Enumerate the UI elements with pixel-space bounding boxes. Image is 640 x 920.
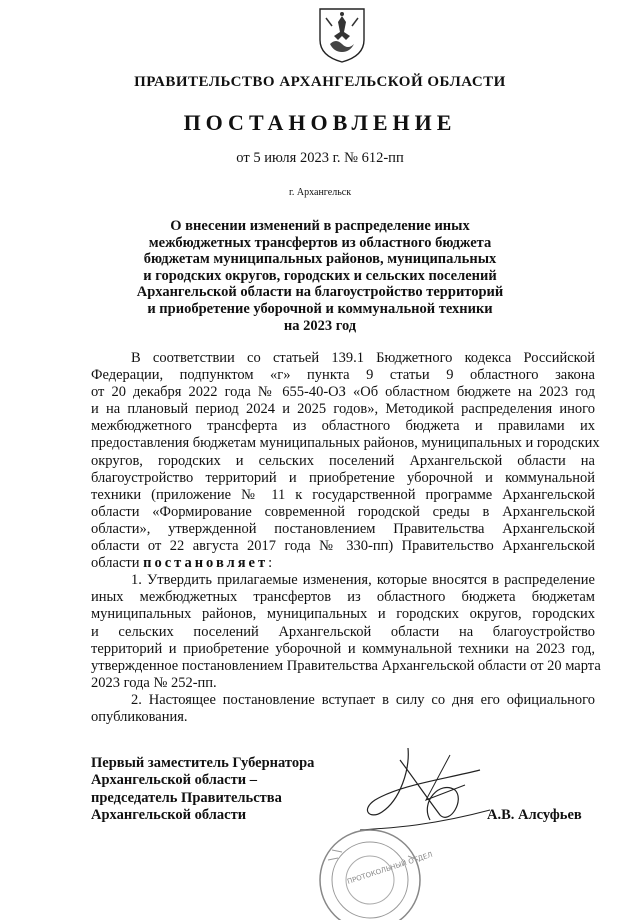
body-line: области «Формирование современной городской среды в Архангельской (91, 503, 595, 520)
body-line: и на плановый период 2024 и 2025 годов», Методикой распределения иного (91, 401, 595, 418)
resolution-keyword: постановляет (143, 555, 269, 572)
document-title (0, 218, 640, 334)
coat-of-arms-icon (316, 6, 368, 64)
item-2-line: 2. Настоящее постановление вступает в силу со дня его официального (131, 691, 595, 708)
body-line: области от 22 августа 2017 года № 330-пп) Правительство Архангельской (91, 538, 595, 555)
title-line: и приобретение уборочной и коммунальной техники (147, 300, 493, 317)
body-line: В соответствии со статьей 139.1 Бюджетного кодекса Российской (131, 350, 595, 366)
body-line: благоустройство территорий и приобретение уборочной и коммунальной (91, 469, 595, 486)
document-type: ПОСТАНОВЛЕНИЕ (183, 110, 457, 135)
body-line: : (268, 555, 273, 572)
title-line: О внесении изменений в распределение иных (170, 218, 470, 234)
item-1-line: и сельских поселений Архангельской области на благоустройство (91, 623, 595, 640)
title-line: бюджетам муниципальных районов, муниципальных (143, 251, 497, 268)
title-line: на 2023 год (283, 317, 357, 334)
signatory-name: А.В. Алсуфьев (487, 807, 582, 823)
stamp-line: ПРОТОКОЛЬНЫЙ ОТДЕЛ (346, 850, 434, 886)
body-line: межбюджетного трансферта из областного бюджета и правилами их (91, 418, 595, 435)
signatory-position (91, 755, 314, 825)
body-line: области», утвержденной постановлением Правительства Архангельской (91, 520, 595, 537)
organization-name: ПРАВИТЕЛЬСТВО АРХАНГЕЛЬСКОЙ ОБЛАСТИ (134, 74, 506, 90)
signatory-position-line: Первый заместитель Губернатора (91, 755, 315, 771)
signatory-position-line: председатель Правительства (91, 789, 282, 806)
body-line: области (91, 555, 140, 572)
item-1-line: территорий и приобретение уборочной и коммунальной техники на 2023 год, (91, 640, 595, 657)
body-line: от 20 декабря 2022 года № 655-40-ОЗ «Об областном бюджете на 2023 год (91, 384, 595, 401)
item-1-line: 1. Утвердить прилагаемые изменения, которые вносятся в распределение (131, 572, 595, 589)
item-1-line: муниципальных районов, муниципальных и городских округов, городских (91, 606, 595, 623)
title-line: межбюджетных трансфертов из областного бюджета (148, 234, 492, 251)
body-line: техники (приложение № 11 к государственной программе Архангельской (91, 486, 595, 503)
signatory-position-line: Архангельской области (91, 807, 247, 824)
document-place: г. Архангельск (288, 187, 352, 198)
title-line: Архангельской области на благоустройство территорий (136, 284, 504, 301)
body-line: Федерации, подпунктом «г» пункта 9 статьи 9 областного закона (91, 367, 595, 384)
item-1-line: утвержденное постановлением Правительства Архангельской области от 20 марта (91, 657, 601, 674)
title-line: и городских округов, городских и сельских поселений (143, 267, 497, 284)
office-stamp-icon (308, 820, 438, 920)
resolution-line (91, 555, 595, 572)
item-1-line: 2023 года № 252-пп. (91, 674, 217, 691)
document-date-number: от 5 июля 2023 г. № 612-пп (236, 150, 404, 166)
body-line: предоставления бюджетам муниципальных районов, муниципальных и городских (91, 435, 600, 452)
document-body (91, 350, 601, 726)
signatory-position-line: Архангельской области – (91, 772, 257, 789)
item-1-line: иных межбюджетных трансфертов из областного бюджета бюджетам (91, 589, 595, 606)
body-line: округов, городских и сельских поселений Архангельской области на (91, 452, 595, 469)
item-2-line: опубликования. (91, 708, 188, 725)
